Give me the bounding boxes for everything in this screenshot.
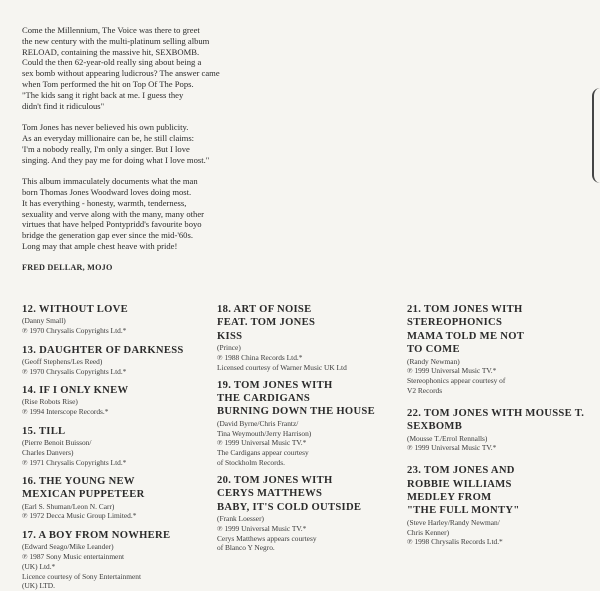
intro-line: This album immaculately documents what the man [22, 176, 198, 187]
track-title-line: 21. TOM JONES WITH [407, 304, 523, 315]
track-credit-line: (David Byrne/Chris Frantz/ [217, 418, 299, 428]
track-credit-line: Licensed courtesy of Warner Music UK Ltd [217, 362, 347, 372]
track-credit-line: (Pierre Benoit Buisson/ [22, 437, 92, 447]
track-title-line: 19. TOM JONES WITH [217, 379, 333, 391]
track-title-line: 12. WITHOUT LOVE [22, 304, 128, 315]
track-credit-line: ℗ 1994 Interscope Records.* [22, 407, 109, 417]
intro-line: when Tom performed the hit on Top Of The Pops. [22, 78, 194, 89]
track-entry [407, 303, 597, 396]
intro-line: bridge the generation gap ever since the mid-'60s. [22, 230, 193, 241]
track-title-line: FEAT. TOM JONES [217, 317, 316, 329]
track-title-line: BURNING DOWN THE HOUSE [217, 406, 375, 418]
track-title-line: THE CARDIGANS [217, 393, 311, 405]
track-title-line: MEDLEY FROM [407, 492, 492, 504]
track-credit-line: (UK) LTD. [22, 581, 55, 591]
intro-line: didn't find it ridiculous" [22, 100, 105, 111]
liner-notes-intro [22, 25, 352, 284]
track-credit-line: ℗ 1999 Universal Music TV.* [407, 366, 497, 376]
intro-paragraph-2 [22, 122, 352, 165]
intro-line: virtues that have helped Pontypridd's favourite boyo [22, 219, 202, 230]
track-title-line: STEREOPHONICS [407, 317, 503, 329]
track-credit-line: Licence courtesy of Sony Entertainment [22, 571, 142, 581]
track-title-line: ROBBIE WILLIAMS [407, 478, 512, 490]
track-credit-line: Charles Danvers) [22, 447, 74, 457]
track-credit-line: ℗ 1999 Universal Music TV.* [407, 443, 497, 453]
intro-credit: FRED DELLAR, MOJO [22, 262, 113, 272]
track-entry [22, 344, 200, 377]
track-credit-line: ℗ 1970 Chrysalis Copyrights Ltd.* [22, 366, 127, 376]
track-entry [22, 384, 200, 417]
track-credit-line: of Blanco Y Negro. [217, 543, 275, 553]
track-entry [217, 379, 397, 468]
intro-line: "The kids sang it right back at me. I guess they [22, 89, 184, 100]
intro-line: It has everything - honesty, warmth, tenderness, [22, 197, 187, 208]
track-credit-line: (Geoff Stephens/Les Reed) [22, 356, 103, 366]
track-title-line: 13. DAUGHTER OF DARKNESS [22, 344, 184, 356]
track-title-line: "THE FULL MONTY" [407, 505, 520, 517]
track-title-line: 20. TOM JONES WITH [217, 474, 333, 486]
track-entry [217, 474, 397, 553]
track-credit-line: (Danny Small) [22, 316, 66, 326]
track-title-line: SEXBOMB [407, 421, 463, 433]
track-credit-line: (Frank Loesser) [217, 514, 264, 524]
track-credit-line: ℗ 1971 Chrysalis Copyrights Ltd.* [22, 457, 127, 467]
track-credit-line: V2 Records [407, 386, 443, 396]
track-title-line: CERYS MATTHEWS [217, 488, 323, 500]
track-entry [407, 464, 597, 547]
track-title-line: 18. ART OF NOISE [217, 304, 312, 315]
intro-line: born Thomas Jones Woodward loves doing most. [22, 186, 192, 197]
intro-line: Come the Millennium, The Voice was there to greet [22, 25, 200, 35]
track-entry [407, 407, 597, 453]
track-credit-line: of Stockholm Records. [217, 458, 285, 468]
track-entry [217, 303, 397, 373]
track-title-line: 23. TOM JONES AND [407, 465, 515, 477]
track-entry [22, 425, 200, 468]
track-credit-line: Chris Kenner) [407, 527, 450, 537]
track-credit-line: ℗ 1970 Chrysalis Copyrights Ltd.* [22, 326, 127, 336]
intro-line: the new century with the multi-platinum selling album [22, 35, 210, 46]
intro-line: As an everyday millionaire can be, he still claims: [22, 132, 195, 143]
intro-line: RELOAD, containing the massive hit, SEXBOMB. [22, 46, 200, 57]
track-column-3 [407, 303, 597, 547]
track-credit-line: (Rise Robots Rise) [22, 397, 78, 407]
track-credit-line: (Edward Seago/Mike Leander) [22, 542, 114, 552]
track-column-2 [217, 303, 397, 553]
track-title-line: 22. TOM JONES WITH MOUSSE T. [407, 407, 585, 419]
track-title-line: 15. TILL [22, 425, 66, 437]
track-credit-line: The Cardigans appear courtesy [217, 448, 309, 458]
intro-line: Could the then 62-year-old really sing about being a [22, 57, 202, 68]
track-title-line: 16. THE YOUNG NEW [22, 475, 135, 487]
track-credit-line: ℗ 1988 China Records Ltd.* [217, 353, 303, 363]
track-credit-line: (Prince) [217, 343, 241, 353]
track-column-1 [22, 303, 200, 591]
track-title-line: BABY, IT'S COLD OUTSIDE [217, 501, 362, 513]
track-entry [22, 529, 200, 591]
track-title-line: 17. A BOY FROM NOWHERE [22, 529, 171, 541]
track-entry [22, 303, 200, 336]
track-title-line: TO COME [407, 344, 460, 356]
track-credit-line: ℗ 1999 Universal Music TV.* [217, 438, 307, 448]
track-credit-line: ℗ 1972 Decca Music Group Limited.* [22, 511, 137, 521]
track-title-line: KISS [217, 330, 243, 342]
case-spine-edge [592, 88, 600, 183]
intro-line: sex bomb without appearing ludicrous? The answer came [22, 68, 220, 79]
intro-line: singing. And they pay me for doing what I love most." [22, 154, 210, 165]
intro-line: Tom Jones has never believed his own publicity. [22, 122, 189, 133]
track-credit-line: ℗ 1999 Universal Music TV.* [217, 523, 307, 533]
track-credit-line: (Mousse T./Errol Rennalls) [407, 433, 488, 443]
track-title-line: MAMA TOLD ME NOT [407, 330, 525, 342]
track-entry [22, 475, 200, 521]
track-credit-line: (Earl S. Shuman/Leon N. Carr) [22, 501, 115, 511]
track-credit-line: Cerys Matthews appears courtesy [217, 533, 317, 543]
intro-line: Long may that ample chest heave with pride! [22, 240, 178, 251]
intro-line: 'I'm a nobody really, I'm only a singer. But I love [22, 143, 190, 154]
track-title-line: 14. IF I ONLY KNEW [22, 385, 129, 396]
track-credit-line: ℗ 1998 Chrysalis Records Ltd.* [407, 537, 503, 547]
track-credit-line: Stereophonics appear courtesy of [407, 376, 506, 386]
intro-paragraph-1 [22, 25, 352, 111]
track-credit-line: (Randy Newman) [407, 356, 460, 366]
intro-paragraph-3 [22, 176, 352, 252]
track-credit-line: (Steve Harley/Randy Newman/ [407, 517, 500, 527]
intro-line: sexuality and verve along with the many, many other [22, 208, 205, 219]
track-title-line: MEXICAN PUPPETEER [22, 489, 145, 501]
track-credit-line: Tina Weymouth/Jerry Harrison) [217, 428, 312, 438]
track-credit-line: ℗ 1987 Sony Music entertainment [22, 551, 125, 561]
track-credit-line: (UK) Ltd.* [22, 561, 56, 571]
